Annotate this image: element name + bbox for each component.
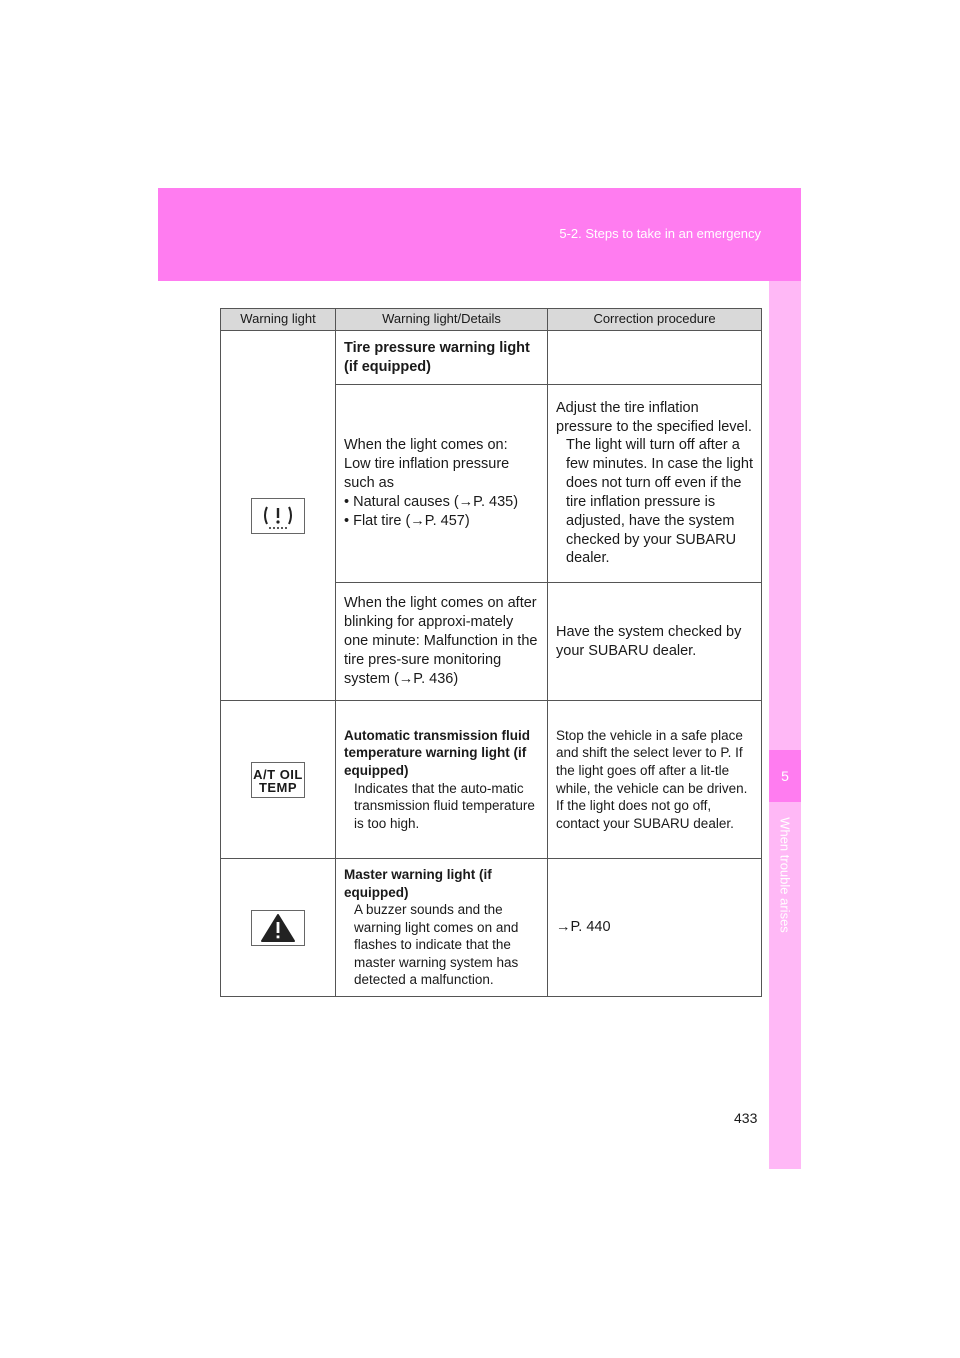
icon-text-line1: A/T OIL	[253, 766, 303, 782]
column-header: Warning light	[221, 309, 336, 331]
master-warning-detail-text: A buzzer sounds and the warning light comes on and flashes to indicate that the master warning system has detected a malfunction.	[354, 902, 519, 988]
tpms-correction-low-pressure	[548, 385, 762, 583]
section-header-band	[158, 188, 801, 281]
section-title: 5-2. Steps to take in an emergency	[559, 226, 761, 241]
atf-title: Automatic transmission fluid temperature warning light (if equipped)	[344, 727, 531, 778]
tpms-title: Tire pressure warning light (if equipped)	[336, 331, 548, 385]
atf-correction: Stop the vehicle in a safe place and shift the select lever to P. If the light goes off after a lit-tle while, the vehicle can be driven. If the light does not go off, contact your SUBARU dealer.	[548, 701, 762, 859]
master-warning-title: Master warning light (if equipped)	[344, 867, 492, 900]
text-line: • Flat tire (→P. 457)	[344, 512, 470, 529]
correction-main: Adjust the tire inflation pressure to the specified level.	[556, 399, 752, 435]
table-header-row	[221, 309, 762, 331]
page-number: 433	[734, 1110, 758, 1126]
atf-detail-text: Indicates that the auto-matic transmission fluid temperature is too high.	[354, 780, 535, 831]
chapter-title: When trouble arises	[777, 817, 793, 933]
at-oil-temp-icon-cell	[221, 701, 336, 859]
text-line: • Natural causes (→P. 435)	[344, 493, 519, 510]
atf-details	[336, 701, 548, 859]
tpms-condition-malfunction: When the light comes on after blinking for approxi-mately one minute: Malfunction in the tire pres-sure monitoring system (→P. 436)	[336, 583, 548, 701]
chapter-side-tab	[769, 281, 801, 1169]
correction-note: The light will turn off after a few minutes. In case the light does not turn off even if the tire inflation pressure is adjusted, have the system checked by your SUBARU dealer.	[566, 437, 753, 567]
tire-pressure-icon-cell	[221, 331, 336, 701]
master-warning-correction: →P. 440	[548, 859, 762, 997]
master-warning-icon	[251, 910, 305, 946]
table-row	[221, 331, 762, 385]
tpms-condition-low-pressure	[336, 385, 548, 583]
table-row	[221, 701, 762, 859]
icon-text-line2: TEMP	[258, 779, 298, 795]
tpms-correction-malfunction: Have the system checked by your SUBARU dealer.	[548, 583, 762, 701]
column-header: Warning light/Details	[336, 309, 548, 331]
master-warning-icon-cell	[221, 859, 336, 997]
master-warning-details	[336, 859, 548, 997]
tire-pressure-icon	[251, 498, 305, 534]
warning-lights-table	[220, 308, 762, 997]
text-line: When the light comes on:	[344, 437, 508, 454]
text-line: Low tire inflation pressure such as	[344, 456, 510, 492]
table-row	[221, 859, 762, 997]
at-oil-temp-icon	[251, 762, 305, 798]
empty-cell	[548, 331, 762, 385]
column-header: Correction procedure	[548, 309, 762, 331]
chapter-number: 5	[769, 750, 801, 802]
